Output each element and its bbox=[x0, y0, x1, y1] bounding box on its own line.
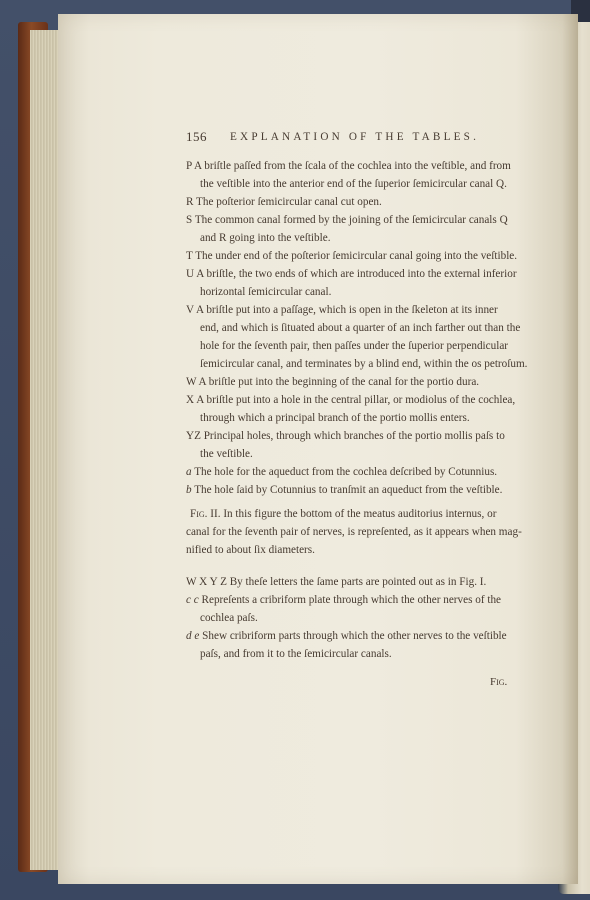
entry-w bbox=[186, 373, 514, 391]
entry-line: S The common canal formed by the joining of the ſemicircular canals Q bbox=[186, 214, 508, 226]
entry-s bbox=[186, 211, 514, 247]
catchword: Fig. bbox=[490, 676, 508, 688]
entry-t bbox=[186, 247, 518, 265]
entry-line: end, and which is ſituated about a quarter of an inch farther out than the bbox=[200, 322, 521, 334]
entry-line: hole for the ſeventh pair, then paſſes under the ſuperior perpendicular bbox=[200, 340, 509, 352]
entry-key: b bbox=[186, 484, 192, 496]
entry-line: W X Y Z By theſe letters the ſame parts are pointed out as in Fig. I. bbox=[186, 576, 487, 588]
entry-key: d e bbox=[186, 630, 200, 642]
entry-line: W A briſtle put into the beginning of the canal for the portio dura. bbox=[186, 376, 480, 388]
entry-cc bbox=[186, 591, 514, 627]
fig2-line: nified to about ſix diameters. bbox=[186, 544, 315, 556]
entry-x bbox=[186, 391, 514, 427]
entry-line: Shew cribriform parts through which the other nerves to the veſtible bbox=[202, 630, 507, 642]
entry-b bbox=[186, 481, 514, 499]
fig2-line: canal for the ſeventh pair of nerves, is repreſented, as it appears when mag- bbox=[186, 526, 522, 538]
fig2-paragraph bbox=[186, 505, 522, 559]
fig2-line: In this figure the bottom of the meatus auditorius internus, or bbox=[223, 508, 497, 520]
entry-line: ſemicircular canal, and terminates by a blind end, within the os petroſum. bbox=[200, 358, 528, 370]
entry-line: the veſtible. bbox=[200, 448, 253, 460]
entry-yz bbox=[186, 427, 514, 463]
entry-line: T The under end of the poſterior ſemicircular canal going into the veſtible. bbox=[186, 250, 518, 262]
entry-v bbox=[186, 301, 528, 373]
entry-line: and R going into the veſtible. bbox=[200, 232, 331, 244]
page-header bbox=[186, 128, 516, 148]
entry-line: the veſtible into the anterior end of the ſuperior ſemicircular canal Q. bbox=[200, 178, 507, 190]
entry-line: horizontal ſemicircular canal. bbox=[200, 286, 332, 298]
entry-wxyz bbox=[186, 573, 514, 591]
entry-line: YZ Principal holes, through which branches of the portio mollis paſs to bbox=[186, 430, 505, 442]
entry-line: R The poſterior ſemicircular canal cut open. bbox=[186, 196, 382, 208]
entry-key: c c bbox=[186, 594, 199, 606]
running-title: EXPLANATION OF THE TABLES. bbox=[230, 131, 480, 143]
page-number: 156 bbox=[186, 129, 207, 144]
entry-line: through which a principal branch of the portio mollis enters. bbox=[200, 412, 470, 424]
entry-line: V A briſtle put into a paſſage, which is open in the ſkeleton at its inner bbox=[186, 304, 498, 316]
entry-line: X A briſtle put into a hole in the central pillar, or modiolus of the cochlea, bbox=[186, 394, 516, 406]
entry-r bbox=[186, 193, 514, 211]
entry-line: P A briſtle paſſed from the ſcala of the cochlea into the veſtible, and from bbox=[186, 160, 511, 172]
entry-line: paſs, and from it to the ſemicircular canals. bbox=[200, 648, 392, 660]
entry-u bbox=[186, 265, 517, 301]
entry-line: The hole ſaid by Cotunnius to tranſmit an aqueduct from the veſtible. bbox=[194, 484, 503, 496]
entry-p bbox=[186, 157, 514, 193]
entry-key: a bbox=[186, 466, 192, 478]
entry-line: U A briſtle, the two ends of which are introduced into the external inferior bbox=[186, 268, 517, 280]
fig2-label: Fig. II. bbox=[190, 508, 221, 520]
entry-de bbox=[186, 627, 514, 663]
entry-a bbox=[186, 463, 514, 481]
entry-line: The hole for the aqueduct from the cochlea deſcribed by Cotunnius. bbox=[194, 466, 498, 478]
entry-line: cochlea paſs. bbox=[200, 612, 258, 624]
entry-line: Repreſents a cribriform plate through which the other nerves of the bbox=[201, 594, 502, 606]
